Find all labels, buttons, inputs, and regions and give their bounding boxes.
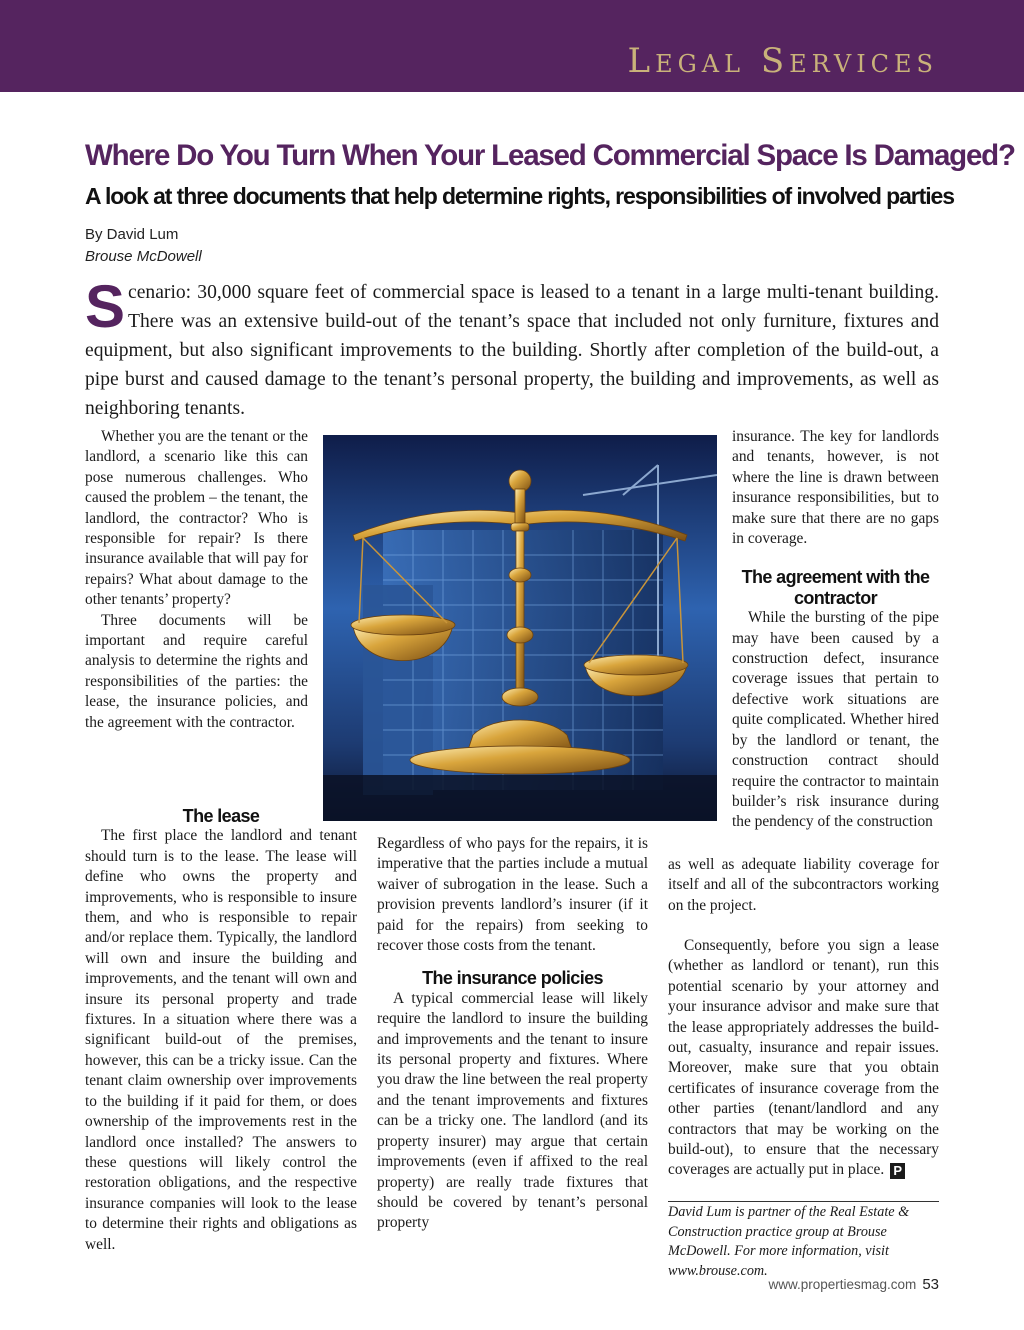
lease-heading: The lease (182, 806, 260, 826)
insurance-paragraph: A typical commercial lease will likely require the landlord to insure the building and improvements and the tenant to insure its personal property and fixtures. Where you draw the line between the real property and the tenant improvements and fixtures can be a tricky one. The landlord (and its property insurer) may argue that certain improvements (even if affixed to the real property) are really trade fixtures that should be covered by tenant’s personal property (377, 989, 648, 1232)
contractor-paragraph: While the bursting of the pipe may have been caused by a construction defect, insurance coverage issues that pertain to defective work situations are quite complicated. Whether hired by the landlord or tenant, the construction contract should require the contractor to maintain builder’s risk insurance during the pendency of the construction (732, 609, 939, 831)
insurance-column (377, 834, 648, 1234)
bio-divider (668, 1201, 939, 1202)
byline: By David Lum (85, 226, 179, 243)
intro-paragraph: Three documents will be important and require careful analysis to determine the rights and responsibilities of the parties: the lease, the insurance policies, and the agreement with the contractor. (85, 611, 308, 731)
contractor-continued-block (668, 855, 939, 916)
insurance-heading: The insurance policies (422, 968, 603, 989)
page-number: 53 (922, 1276, 939, 1293)
page-footer (769, 1276, 940, 1293)
intro-paragraph: Whether you are the tenant or the landlord, a scenario like this can pose numerous challenges. Who caused the problem – the tenant, the landlord, the contractor? Who is responsible for repair? Is there insurance available that will pay for repairs? What about damage to the other tenants’ property? (85, 428, 308, 609)
scales-of-justice-illustration (323, 435, 717, 821)
insurance-continued: insurance. The key for landlords and tenants, however, is not where the line is drawn between insurance responsibilities, but to make sure that there are no gaps in coverage. (732, 428, 939, 548)
headline: Where Do You Turn When Your Leased Commercial Space Is Damaged? (85, 139, 1015, 172)
scales-illustration-svg (323, 435, 717, 821)
lease-paragraph: The first place the landlord and tenant should turn is to the lease. The lease will define who owns the property and improvements, who is responsible to insure them, and who is responsible to repair and/or replace them. Typically, the landlord will own and insure the building and improvements, and the tenant will own and insure its personal property and trade fixtures. In a situation where there was a significant build-out of the premises, however, this can be a tricky issue. Can the tenant claim ownership over improvements to the building if it paid for them, or does ownership of the improvements rest in the landlord once installed? The answers to these questions will likely control the restoration obligations, and the respective insurance companies will look to the lease to determine their rights and obligations as well. (85, 827, 357, 1253)
intro-column (85, 427, 308, 733)
lead-text: cenario: 30,000 square feet of commercial space is leased to a tenant in a large multi-tenant building. There was an extensive build-out of the tenant’s space that included not only furniture, fixtures and equipment, but also significant improvements to the building. Shortly after completion of the build-out, a pipe burst and caused damage to the tenant’s personal property, the building and improvements, as well as neighboring tenants. (85, 282, 939, 419)
subheadline: A look at three documents that help determine rights, responsibilities of involved parties (85, 183, 954, 209)
drop-cap: S (85, 273, 126, 340)
author-affiliation: Brouse McDowell (85, 248, 202, 265)
closing-text: Consequently, before you sign a lease (whether as landlord or tenant), run this potential scenario by your attorney and your insurance advisor and make sure that the lease appropriately addresses the build-out, casualty, insurance and repair issues. Moreover, make sure that you obtain certificates of insurance coverage from the other parties (tenant/landlord and any contractors that may be working on the build-out), to ensure that the necessary coverages are actually put in place. (668, 937, 939, 1179)
subrogation-paragraph: Regardless of who pays for the repairs, it is imperative that the parties include a mutual waiver of subrogation in the lease. Such a provision prevents landlord’s insurer (if it paid for the repairs) from seeking to recover those costs from the tenant. (377, 835, 648, 955)
contractor-paragraph-continued: as well as adequate liability coverage for itself and all of the subcontractors working on the project. (668, 856, 939, 914)
closing-paragraph (668, 936, 939, 1181)
contractor-column (732, 427, 939, 833)
closing-block (668, 936, 939, 1181)
section-label: Legal Services (627, 41, 938, 81)
end-mark-icon: P (890, 1163, 905, 1179)
lease-section (85, 794, 357, 1255)
author-bio: David Lum is partner of the Real Estate & Construction practice group at Brouse McDowell. For more information, visit www.brouse.com. (668, 1204, 910, 1279)
contractor-heading: The agreement with the contractor (741, 567, 930, 608)
lead-paragraph (85, 273, 939, 423)
footer-url: www.propertiesmag.com (768, 1277, 917, 1292)
